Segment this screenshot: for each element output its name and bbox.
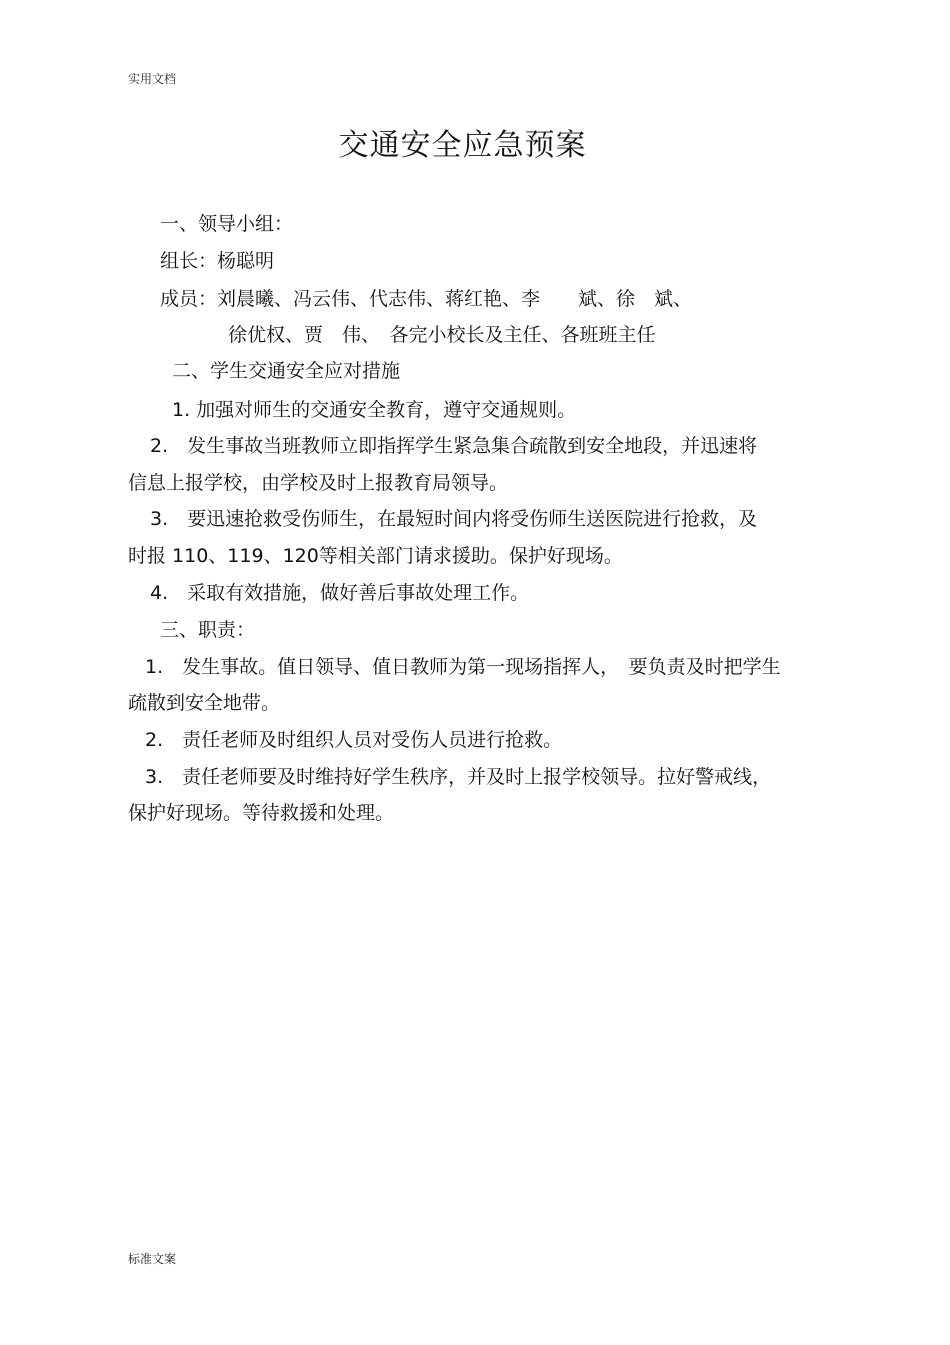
measure-item-1: 1. 加强对师生的交通安全教育，遵守交通规则。 [172,399,577,421]
section-heading-leadership: 一、领导小组： [160,213,294,235]
measure-item-2-continued: 信息上报学校，由学校及时上报教育局领导。 [128,472,509,494]
members-line: 成员：刘晨曦、冯云伟、代志伟、蒋红艳、李 斌、徐 斌、 [160,288,693,310]
page-footer-note: 标准文案 [128,1252,177,1266]
section-heading-measures: 二、学生交通安全应对措施 [172,360,401,382]
duty-item-2: 2. 责任老师及时组织人员对受伤人员进行抢救。 [145,729,563,751]
duty-item-1: 1. 发生事故。值日领导、值日教师为第一现场指挥人， 要负责及时把学生 [145,656,781,678]
duty-item-1-continued: 疏散到安全地带。 [128,692,281,714]
members-line-continued: 徐优权、贾 伟、 各完小校长及主任、各班班主任 [228,324,656,346]
section-heading-duties: 三、职责： [160,619,256,641]
duty-item-3: 3. 责任老师要及时维持好学生秩序，并及时上报学校领导。拉好警戒线， [145,766,772,788]
page-header-note: 实用文档 [128,72,177,86]
duty-item-3-continued: 保护好现场。等待救援和处理。 [128,802,395,824]
measure-item-4: 4. 采取有效措施，做好善后事故处理工作。 [150,582,530,604]
measure-item-2: 2. 发生事故当班教师立即指挥学生紧急集合疏散到安全地段，并迅速将 [150,435,758,457]
document-title: 交通安全应急预案 [338,128,587,163]
leader-line: 组长：杨聪明 [160,250,275,272]
measure-item-3: 3. 要迅速抢救受伤师生，在最短时间内将受伤师生送医院进行抢救，及 [150,508,758,530]
measure-item-3-continued: 时报 110、119、120等相关部门请求援助。保护好现场。 [128,545,623,567]
